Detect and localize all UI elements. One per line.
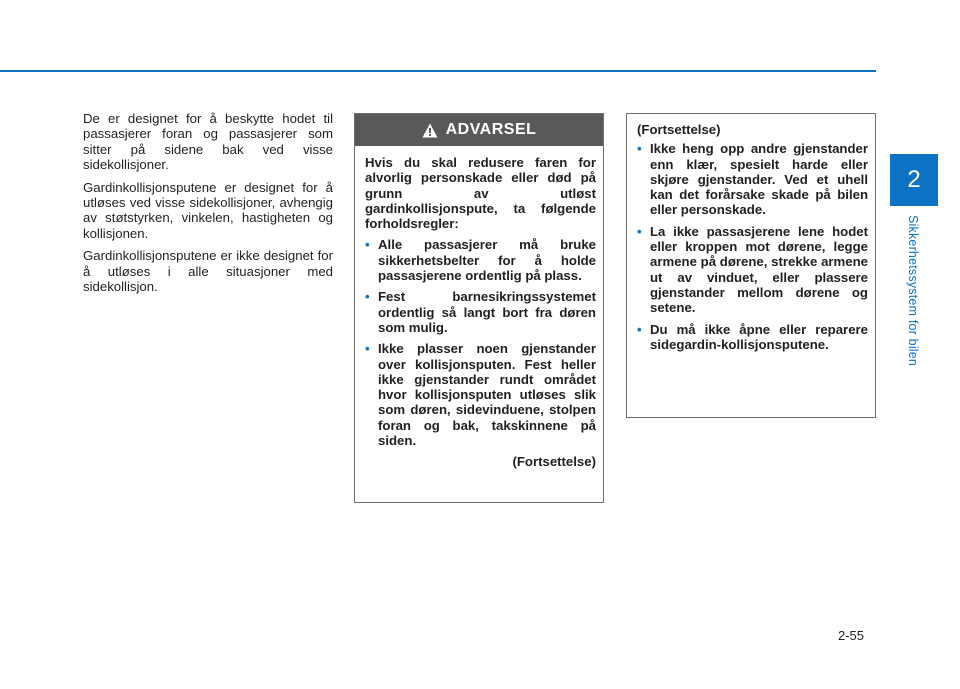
header-rule <box>0 70 876 72</box>
paragraph: De er designet for å beskytte hodet til passasjerer foran og passasjerer som sitter på sidene bak ved visse sidekollisjoner. <box>83 111 333 173</box>
list-item: • Fest barnesikringssystemet ordentlig så langt bort fra døren som mulig. <box>365 289 596 335</box>
chapter-title: Sikkerhetssystem for bilen <box>906 215 920 367</box>
list-item: • La ikke passasjerene lene hodet eller kroppen mot dørene, legge armene på dørene, strekke armene ut av vinduet, eller plassere gjenstander mellom dørene og setene. <box>637 223 868 316</box>
bullet-icon: • <box>637 321 642 337</box>
chapter-number-tab <box>890 154 938 206</box>
warning-body <box>355 146 603 470</box>
paragraph: Gardinkollisjonsputene er designet for å utløses ved visse sidekollisjoner, avhengig av støtstyrken, vinkelen, hastigheten og kollisjonen. <box>83 179 333 241</box>
bullet-icon: • <box>365 237 370 253</box>
warning-list <box>365 237 596 448</box>
bullet-icon: • <box>637 141 642 157</box>
bullet-icon: • <box>365 341 370 357</box>
paragraph: Gardinkollisjonsputene er ikke designet for å utløses i alle situasjoner med sidekollisjon. <box>83 248 333 295</box>
continued-label: (Fortsettelse) <box>512 454 596 470</box>
warning-continuation-box <box>626 113 876 418</box>
chapter-number: 2 <box>907 166 921 193</box>
body-text-column <box>83 111 333 301</box>
warning-box <box>354 113 604 503</box>
continuation-list <box>637 141 868 352</box>
continuation-heading: (Fortsettelse) <box>637 122 721 137</box>
bullet-icon: • <box>637 223 642 239</box>
page-number: 2-55 <box>838 628 865 643</box>
bullet-icon: • <box>365 289 370 305</box>
warning-header <box>355 114 603 146</box>
warning-title: ADVARSEL <box>445 121 537 138</box>
warning-intro: Hvis du skal redusere faren for alvorlig personskade eller død på grunn av utløst gardinkollisjonspute, ta følgende forholdsregler: <box>365 155 596 232</box>
list-item: • Ikke heng opp andre gjenstander enn klær, spesielt harde eller skjøre gjenstander. Ved et uhell kan det forårsake skade på bilen eller personskade. <box>637 141 868 218</box>
list-item: • Du må ikke åpne eller reparere sidegardin-kollisjonsputene. <box>637 321 868 352</box>
warning-triangle-icon <box>422 123 438 138</box>
list-item: • Ikke plasser noen gjenstander over kollisjonsputen. Fest heller ikke gjenstander rundt området hvor kollisjonsputen utløses slik som døren, sidevinduene, stolpen foran og bak, takskinnene på siden. <box>365 341 596 449</box>
list-item: • Alle passasjerer må bruke sikkerhetsbelter for å holde passasjerene ordentlig på plass. <box>365 237 596 284</box>
